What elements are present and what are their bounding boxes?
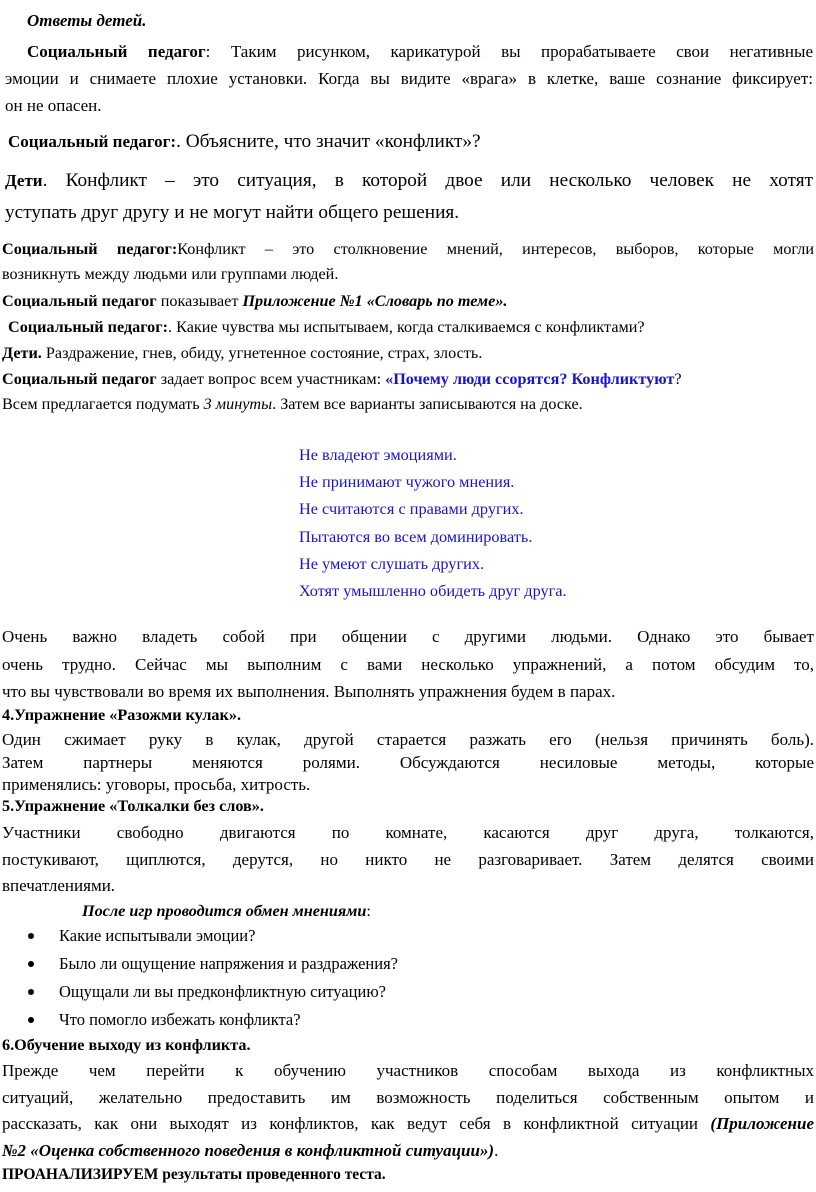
paragraph-line [5,165,813,197]
paragraph-line [2,392,682,417]
speaker-label: Социальный педагог [27,42,206,61]
reason-item: Пытаются во всем доминировать. [299,526,533,546]
paragraph-appendix-1 [2,289,507,314]
paragraph-text: Всем предлагается подумать [2,395,204,413]
paragraph-text: рассказать, как они выходят из конфликтов, как ведут себя в конфликтной ситуации [2,1114,711,1133]
speaker-label: Социальный педагог [2,292,157,310]
paragraph-text: : Таким рисунком, карикатурой вы прорабатываете свои негативные [205,42,813,61]
reason-item: Не умеют слушать других. [299,553,485,573]
paragraph-text: Конфликт – это столкновение мнений, интересов, выборов, которые могли [177,240,814,258]
exercise-4-title [2,703,241,728]
appendix-reference: №2 «Оценка собственного поведения в конфликтной ситуации») [2,1140,495,1160]
speaker-label: Социальный педагог: [8,132,177,151]
paragraph-line [5,38,813,65]
paragraph-line: уступать друг другу и не могут найти общего решения. [5,202,460,223]
paragraph-teacher-drawing [5,38,813,119]
question-text: Что помогло избежать конфликта? [59,1010,301,1029]
paragraph-text: задает вопрос всем участникам: [156,370,386,388]
paragraph-text: . Затем все варианты записываются на доске. [272,395,583,413]
paragraph-line [2,367,682,392]
analysis-heading [2,1164,386,1186]
question-text: Какие испытывали эмоции? [59,926,256,945]
exercise-4-text [2,729,814,797]
paragraph-text: показывает [156,292,243,310]
reasons-list [299,441,567,604]
speaker-label: Социальный педагог: [2,240,178,258]
paragraph-line: возникнуть между людьми или группами людей. [2,265,339,283]
paragraph-teacher-feelings [8,315,645,340]
exercise-title: 6.Обучение выходу из конфликта. [2,1036,251,1054]
reason-item: Не принимают чужого мнения. [299,472,515,492]
after-games-heading [82,899,371,924]
bullet-icon [28,1017,34,1023]
colon: : [366,902,371,920]
paragraph-line: Затем партнеры меняются ролями. Обсуждаются несиловые методы, которые [2,752,814,772]
paragraph-line: очень трудно. Сейчас мы выполним с вами несколько упражнений, а потом обсудим то, [2,654,814,674]
paragraph-line: ситуаций, желательно предоставить им возможность поделиться собственным опытом и [2,1087,814,1107]
paragraph-line [2,1111,814,1138]
appendix-reference: (Приложение [710,1114,814,1133]
speaker-label: Социальный педагог [2,370,157,388]
question-text: Ощущали ли вы предконфликтную ситуацию? [59,982,386,1001]
paragraph-self-control [2,623,814,706]
paragraph-text: Раздражение, гнев, обиду, угнетенное состояние, страх, злость. [41,344,483,362]
paragraph-line: постукивают, щиплются, дерутся, но никто не разговаривает. Затем делятся своими [2,849,814,869]
paragraph-line: применялись: уговоры, просьба, хитрость. [2,775,311,794]
paragraph-line: Участники свободно двигаются по комнате, касаются друг друга, толкаются, [2,823,814,842]
heading-text: Ответы детей. [27,11,147,30]
speaker-label: Дети. [2,344,42,362]
paragraph-text: . Объясните, что значит «конфликт»? [176,131,481,152]
paragraph-teacher-why-question [2,367,682,417]
question-text: Было ли ощущение напряжения и раздражения? [59,954,398,973]
section-heading [27,7,146,34]
highlighted-question: «Почему люди ссорятся? Конфликтуют [385,370,675,388]
exercise-title: 4.Упражнение «Разожми кулак». [2,706,241,724]
bullet-icon [28,961,34,967]
paragraph-line: он не опасен. [5,96,102,115]
paragraph-teacher-definition [2,237,814,287]
exercise-5-text [2,820,814,900]
period: . [494,1140,499,1160]
reason-item: Не считаются с правами других. [299,499,524,519]
time-value: 3 минуты [203,395,273,413]
paragraph-line: Очень важно владеть собой при общении с другими людьми. Однако это бывает [2,627,814,646]
exercise-6-text [2,1058,814,1164]
exercise-title: 5.Упражнение «Толкалки без слов». [2,797,264,815]
reason-item: Хотят умышленно обидеть друг друга. [299,581,567,601]
bullet-icon [28,989,34,995]
analysis-text: ПРОАНАЛИЗИРУЕМ результаты проведенного теста. [2,1166,386,1183]
paragraph-line: Один сжимает руку в кулак, другой старается разжать его (нельзя причинять боль). [2,730,814,749]
exercise-5-title [2,794,264,819]
paragraph-children-feelings [2,341,482,366]
paragraph-children-definition [5,165,813,229]
paragraph-text: . Какие чувства мы испытываем, когда сталкиваемся с конфликтами? [168,318,645,336]
paragraph-line: Прежде чем перейти к обучению участников способам выхода из конфликтных [2,1061,814,1080]
paragraph-line: впечатлениями. [2,876,116,895]
speaker-label: Дети [5,171,43,190]
paragraph-line [2,237,814,262]
appendix-reference: Приложение №1 «Словарь по теме». [242,292,508,310]
after-games-text: После игр проводится обмен мнениями [82,902,367,920]
exercise-6-title [2,1033,251,1058]
reason-item: Не владеют эмоциями. [299,445,457,464]
question-mark: ? [674,370,682,388]
paragraph-line: эмоции и снимаете плохие установки. Когда вы видите «врага» в клетке, ваше сознание фиксирует: [5,69,813,88]
paragraph-teacher-question [8,128,481,155]
bullet-icon [28,933,34,939]
paragraph-line: что вы чувствовали во время их выполнения. Выполнять упражнения будем в парах. [2,682,616,701]
speaker-label: Социальный педагог: [8,318,169,336]
paragraph-text: . Конфликт – это ситуация, в которой двое или несколько человек не хотят [42,170,813,191]
paragraph-line [2,1138,814,1165]
